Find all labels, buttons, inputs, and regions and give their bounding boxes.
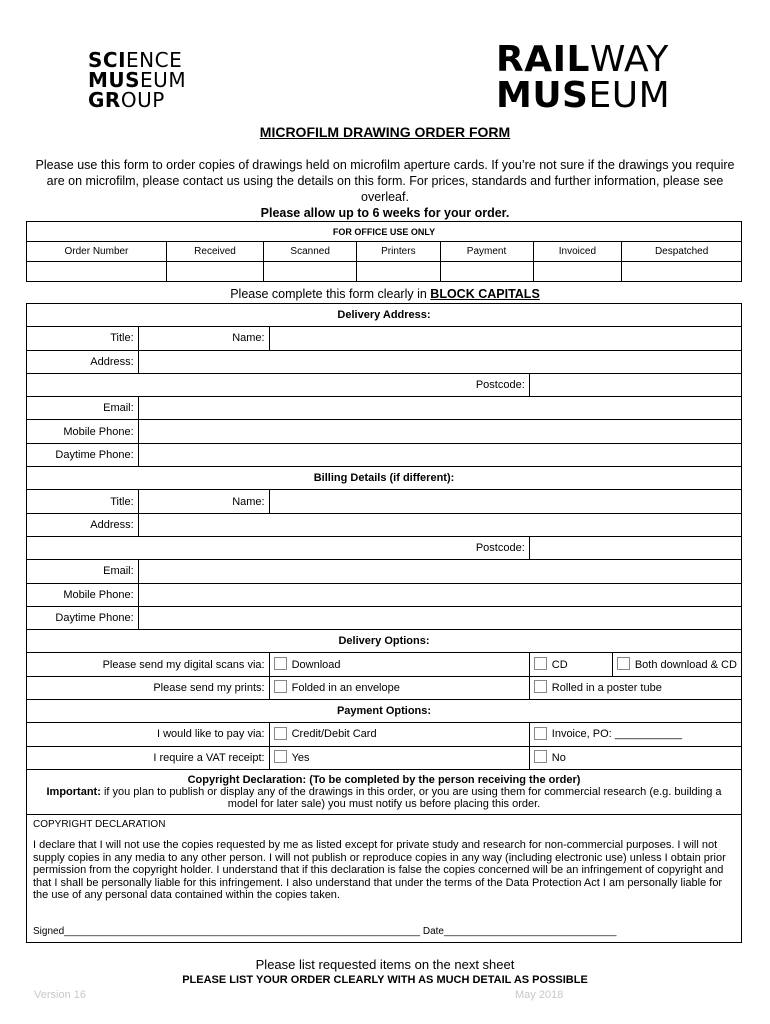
prints-label: Please send my prints:	[27, 676, 270, 699]
yes-checkbox[interactable]	[274, 750, 287, 763]
envelope-checkbox[interactable]	[274, 680, 287, 693]
delivery-address-label: Address:	[27, 350, 139, 373]
intro-text	[30, 157, 740, 221]
office-col-order-number: Order Number	[27, 242, 167, 262]
office-use-table	[26, 221, 742, 282]
billing-postcode-field[interactable]	[529, 536, 741, 559]
option-tube[interactable]	[529, 676, 741, 699]
version-label: Version 16	[34, 989, 86, 1001]
detail-note: PLEASE LIST YOUR ORDER CLEARLY WITH AS MUCH DETAIL AS POSSIBLE	[182, 974, 588, 986]
form-title: MICROFILM DRAWING ORDER FORM	[259, 124, 511, 140]
card-label: Credit/Debit Card	[291, 728, 377, 741]
block-capitals-note	[0, 287, 770, 301]
billing-address-field[interactable]	[138, 513, 741, 536]
office-received-cell[interactable]	[166, 262, 263, 282]
delivery-address-field[interactable]	[138, 350, 741, 373]
delivery-email-field[interactable]	[138, 397, 741, 420]
declaration-heading: COPYRIGHT DECLARATION	[33, 818, 166, 830]
billing-daytime-field[interactable]	[138, 606, 741, 629]
cd-checkbox[interactable]	[534, 657, 547, 670]
office-col-despatched: Despatched	[622, 242, 742, 262]
option-download[interactable]	[269, 653, 529, 676]
office-scanned-cell[interactable]	[264, 262, 357, 282]
billing-email-field[interactable]	[138, 560, 741, 583]
digital-scans-label: Please send my digital scans via:	[27, 653, 270, 676]
copyright-notice	[27, 769, 742, 814]
pay-via-label: I would like to pay via:	[27, 723, 270, 746]
card-checkbox[interactable]	[274, 727, 287, 740]
delivery-address-heading: Delivery Address:	[27, 304, 742, 327]
yes-label: Yes	[291, 751, 310, 764]
download-checkbox[interactable]	[274, 657, 287, 670]
office-col-printers: Printers	[357, 242, 440, 262]
delivery-postcode-label: Postcode:	[27, 373, 530, 396]
option-both[interactable]	[612, 653, 741, 676]
signature-line[interactable]: Signed________________________________________________________________ Date_______________________________	[33, 926, 617, 938]
delivery-name-field[interactable]	[269, 327, 741, 350]
delivery-options-heading: Delivery Options:	[27, 630, 742, 653]
date-label: May 2018	[515, 989, 564, 1001]
office-despatched-cell[interactable]	[622, 262, 742, 282]
delivery-daytime-label: Daytime Phone:	[27, 443, 139, 466]
option-yes[interactable]	[269, 746, 529, 769]
tube-label: Rolled in a poster tube	[551, 681, 662, 694]
both-label: Both download & CD	[634, 658, 737, 671]
office-printers-cell[interactable]	[357, 262, 440, 282]
option-card[interactable]	[269, 723, 529, 746]
railway-museum-logo: RAILWAY MUSEUM	[496, 39, 671, 116]
both-checkbox[interactable]	[617, 657, 630, 670]
download-label: Download	[291, 658, 341, 671]
delivery-postcode-field[interactable]	[529, 373, 741, 396]
office-col-invoiced: Invoiced	[533, 242, 622, 262]
important-label: Important:	[46, 785, 101, 798]
billing-postcode-label: Postcode:	[27, 536, 530, 559]
block-capitals-prefix: Please complete this form clearly in	[230, 287, 431, 301]
delivery-name-label: Name:	[138, 327, 269, 350]
office-col-payment: Payment	[440, 242, 533, 262]
option-envelope[interactable]	[269, 676, 529, 699]
science-museum-group-logo: SCIENCE MUSEUM GROUP	[88, 48, 187, 112]
block-capitals-emphasis: BLOCK CAPITALS	[430, 287, 540, 301]
declaration-text: I declare that I will not use the copies requested by me as listed except for private study and research for non-commercial purposes. I will not supply copies in any media to any other person. I will not publish or reproduce copies in any way (including electronic use) unless I obtain prior permission from the copyright holder. I understand that if this declaration is false the copies concerned will be an infringement of copyright and that I shall be personally liable for this infringement. I also understand that under the terms of the Data Protection Act I am personally liable for the use of any personal data contained within the copies taken.	[33, 839, 726, 902]
option-invoice[interactable]	[529, 723, 741, 746]
cd-label: CD	[551, 658, 568, 671]
delivery-email-label: Email:	[27, 397, 139, 420]
billing-daytime-label: Daytime Phone:	[27, 606, 139, 629]
billing-title-label: Title:	[27, 490, 139, 513]
no-checkbox[interactable]	[534, 750, 547, 763]
vat-receipt-label: I require a VAT receipt:	[27, 746, 270, 769]
next-sheet-note: Please list requested items on the next sheet	[255, 957, 515, 972]
important-text: if you plan to publish or display any of the drawings in this order, or you are using them for commercial research (e.g. building a model for later sale) you must notify us before placing this order.	[100, 785, 722, 810]
delivery-mobile-label: Mobile Phone:	[27, 420, 139, 443]
office-use-heading: FOR OFFICE USE ONLY	[27, 222, 742, 242]
delivery-daytime-field[interactable]	[138, 443, 741, 466]
payment-options-heading: Payment Options:	[27, 700, 742, 723]
invoice-label: Invoice, PO: ___________	[551, 728, 683, 741]
delivery-title-label: Title:	[27, 327, 139, 350]
billing-mobile-label: Mobile Phone:	[27, 583, 139, 606]
office-invoiced-cell[interactable]	[533, 262, 622, 282]
invoice-checkbox[interactable]	[534, 727, 547, 740]
no-label: No	[551, 751, 566, 764]
billing-address-label: Address:	[27, 513, 139, 536]
envelope-label: Folded in an envelope	[291, 681, 400, 694]
tube-checkbox[interactable]	[534, 680, 547, 693]
copyright-declaration	[27, 814, 742, 942]
billing-email-label: Email:	[27, 560, 139, 583]
billing-name-field[interactable]	[269, 490, 741, 513]
delivery-mobile-field[interactable]	[138, 420, 741, 443]
billing-details-heading: Billing Details (if different):	[27, 467, 742, 490]
office-payment-cell[interactable]	[440, 262, 533, 282]
intro-paragraph: Please use this form to order copies of drawings held on microfilm aperture cards. If you’re not sure if the drawings you require are on microfilm, please contact us using the details on this form. For prices, standards and further information, please see overleaf.	[35, 158, 735, 204]
office-col-received: Received	[166, 242, 263, 262]
office-col-scanned: Scanned	[264, 242, 357, 262]
intro-bold-note: Please allow up to 6 weeks for your order.	[260, 206, 510, 220]
copyright-heading: Copyright Declaration: (To be completed by the person receiving the order)	[187, 773, 581, 786]
option-cd[interactable]	[529, 653, 612, 676]
billing-name-label: Name:	[138, 490, 269, 513]
option-no[interactable]	[529, 746, 741, 769]
order-form-table	[26, 303, 742, 943]
billing-mobile-field[interactable]	[138, 583, 741, 606]
office-order-number-cell[interactable]	[27, 262, 167, 282]
